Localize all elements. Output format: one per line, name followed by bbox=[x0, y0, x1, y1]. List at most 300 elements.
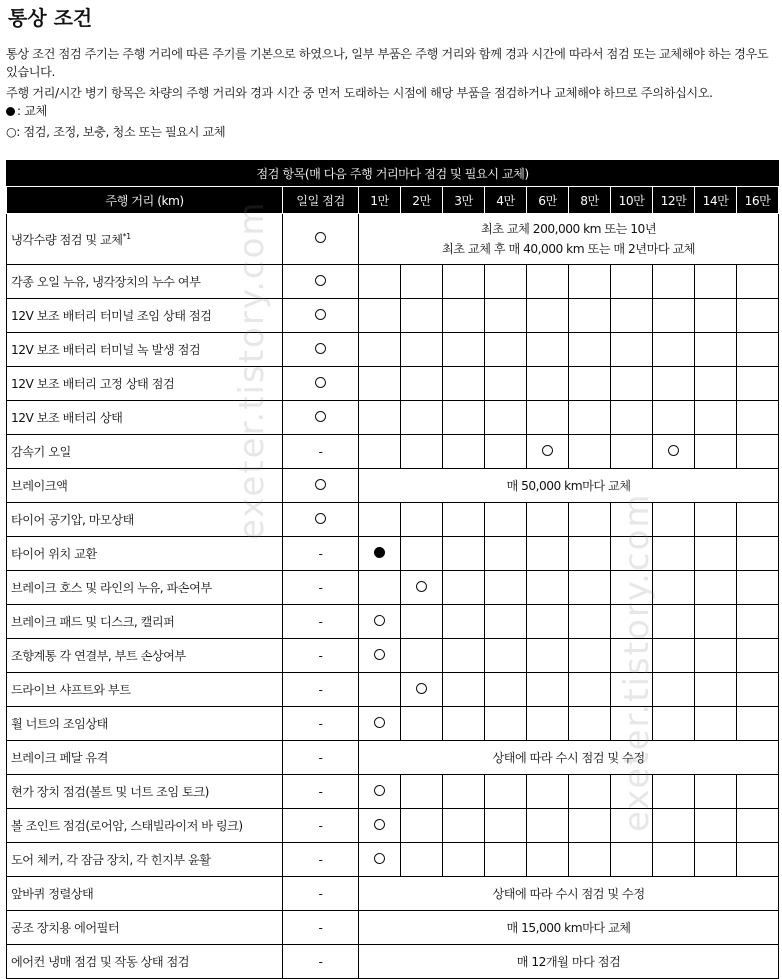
interval-cell bbox=[527, 707, 569, 741]
daily-check-cell: - bbox=[283, 537, 359, 571]
inspect-ring-icon bbox=[315, 377, 326, 388]
table-row bbox=[7, 469, 779, 503]
daily-check-cell: - bbox=[283, 571, 359, 605]
column-header-interval: 3만 bbox=[443, 187, 485, 214]
interval-cell bbox=[653, 639, 695, 673]
interval-cell bbox=[485, 673, 527, 707]
table-row bbox=[7, 214, 779, 265]
interval-cell bbox=[569, 435, 611, 469]
legend-replace bbox=[6, 103, 778, 121]
interval-cell bbox=[401, 707, 443, 741]
inspect-ring-icon bbox=[416, 581, 427, 592]
interval-cell bbox=[611, 537, 653, 571]
interval-cell bbox=[401, 299, 443, 333]
interval-cell bbox=[527, 401, 569, 435]
item-name bbox=[7, 775, 283, 809]
item-name-text: 조향계통 각 연결부, 부트 손상여부 bbox=[11, 649, 186, 663]
interval-cell bbox=[527, 775, 569, 809]
item-name-text: 각종 오일 누유, 냉각장치의 누수 여부 bbox=[11, 275, 201, 289]
item-name bbox=[7, 877, 283, 911]
interval-cell bbox=[527, 537, 569, 571]
item-name bbox=[7, 214, 283, 265]
interval-cell bbox=[611, 673, 653, 707]
interval-cell bbox=[611, 571, 653, 605]
interval-cell bbox=[653, 435, 695, 469]
daily-check-cell: - bbox=[283, 741, 359, 775]
interval-cell bbox=[695, 435, 737, 469]
interval-cell bbox=[569, 843, 611, 877]
item-name bbox=[7, 537, 283, 571]
interval-cell bbox=[611, 707, 653, 741]
interval-cell bbox=[737, 707, 779, 741]
interval-cell bbox=[485, 775, 527, 809]
interval-cell bbox=[527, 299, 569, 333]
item-name bbox=[7, 707, 283, 741]
watermark: exeter.tistory.com bbox=[617, 492, 657, 832]
interval-cell bbox=[359, 537, 401, 571]
item-name bbox=[7, 571, 283, 605]
interval-cell bbox=[611, 265, 653, 299]
maintenance-table bbox=[6, 160, 779, 979]
interval-cell bbox=[485, 537, 527, 571]
interval-cell bbox=[359, 571, 401, 605]
table-row bbox=[7, 367, 779, 401]
interval-cell bbox=[737, 843, 779, 877]
item-name-text: 휠 너트의 조임상태 bbox=[11, 717, 108, 731]
column-header-interval: 12만 bbox=[653, 187, 695, 214]
daily-check-cell: - bbox=[283, 707, 359, 741]
table-row bbox=[7, 401, 779, 435]
column-header-interval: 10만 bbox=[611, 187, 653, 214]
daily-check-cell bbox=[283, 469, 359, 503]
interval-cell bbox=[695, 503, 737, 537]
interval-cell bbox=[695, 809, 737, 843]
interval-cell bbox=[485, 571, 527, 605]
table-row bbox=[7, 639, 779, 673]
interval-note-text: 상태에 따라 수시 점검 및 수정 bbox=[492, 750, 645, 765]
inspect-ring-icon bbox=[315, 479, 326, 490]
interval-cell bbox=[443, 775, 485, 809]
daily-check-cell: - bbox=[283, 877, 359, 911]
interval-cell bbox=[737, 605, 779, 639]
column-header-interval: 1만 bbox=[359, 187, 401, 214]
interval-cell bbox=[401, 605, 443, 639]
interval-cell bbox=[485, 333, 527, 367]
interval-cell bbox=[485, 435, 527, 469]
daily-check-cell bbox=[283, 333, 359, 367]
interval-cell bbox=[443, 639, 485, 673]
inspect-ring-icon bbox=[374, 853, 385, 864]
item-name-text: 브레이크 페달 유격 bbox=[11, 751, 108, 765]
interval-note-text: 최초 교체 후 매 40,000 km 또는 매 2년마다 교체 bbox=[442, 242, 696, 256]
interval-cell bbox=[695, 605, 737, 639]
watermark: exeter.tistory.com bbox=[232, 200, 272, 540]
interval-cell bbox=[695, 265, 737, 299]
interval-cell bbox=[611, 401, 653, 435]
interval-cell bbox=[443, 707, 485, 741]
interval-cell bbox=[443, 843, 485, 877]
interval-cell bbox=[527, 809, 569, 843]
interval-cell bbox=[653, 265, 695, 299]
interval-cell bbox=[569, 707, 611, 741]
interval-cell bbox=[569, 673, 611, 707]
interval-cell bbox=[569, 571, 611, 605]
item-name-text: 12V 보조 배터리 터미널 녹 발생 점검 bbox=[11, 343, 201, 357]
interval-cell bbox=[737, 673, 779, 707]
interval-cell bbox=[527, 333, 569, 367]
interval-cell bbox=[485, 707, 527, 741]
table-row bbox=[7, 605, 779, 639]
interval-cell bbox=[653, 809, 695, 843]
inspect-ring-icon bbox=[315, 513, 326, 524]
table-row bbox=[7, 435, 779, 469]
interval-cell bbox=[569, 775, 611, 809]
interval-cell bbox=[527, 571, 569, 605]
inspect-ring-icon bbox=[668, 445, 679, 456]
interval-cell bbox=[401, 639, 443, 673]
interval-note-text: 상태에 따라 수시 점검 및 수정 bbox=[492, 886, 645, 901]
interval-cell bbox=[653, 537, 695, 571]
replace-dot-icon bbox=[374, 547, 385, 558]
interval-cell bbox=[737, 537, 779, 571]
interval-cell bbox=[569, 367, 611, 401]
table-row bbox=[7, 265, 779, 299]
interval-cell bbox=[401, 367, 443, 401]
inspect-ring-icon bbox=[315, 232, 326, 243]
interval-cell bbox=[485, 605, 527, 639]
interval-cell bbox=[485, 367, 527, 401]
daily-check-cell: - bbox=[283, 843, 359, 877]
interval-cell bbox=[359, 809, 401, 843]
interval-cell bbox=[695, 673, 737, 707]
daily-check-cell: - bbox=[283, 673, 359, 707]
item-name-text: 12V 보조 배터리 터미널 조임 상태 점검 bbox=[11, 309, 212, 323]
interval-cell bbox=[401, 265, 443, 299]
inspect-ring-icon bbox=[374, 717, 385, 728]
table-row bbox=[7, 843, 779, 877]
interval-cell bbox=[401, 503, 443, 537]
interval-cell bbox=[653, 571, 695, 605]
interval-cell bbox=[611, 605, 653, 639]
interval-cell bbox=[527, 265, 569, 299]
daily-check-cell bbox=[283, 214, 359, 265]
interval-cell bbox=[443, 435, 485, 469]
column-header-interval: 2만 bbox=[401, 187, 443, 214]
interval-cell bbox=[737, 639, 779, 673]
interval-cell bbox=[359, 401, 401, 435]
legend-inspect: ○: 점검, 조정, 보충, 청소 또는 필요시 교체 bbox=[6, 125, 226, 139]
interval-cell bbox=[611, 367, 653, 401]
interval-cell bbox=[653, 843, 695, 877]
interval-cell bbox=[569, 401, 611, 435]
interval-note-cell bbox=[359, 469, 779, 503]
interval-cell bbox=[527, 673, 569, 707]
item-name-text: 타이어 위치 교환 bbox=[11, 547, 97, 561]
item-name-text: 현가 장치 점검(볼트 및 너트 조임 토크) bbox=[11, 785, 209, 799]
column-header-item: 주행 거리 (km) bbox=[7, 187, 283, 214]
item-name bbox=[7, 401, 283, 435]
item-name-text: 에어컨 냉매 점검 및 작동 상태 점검 bbox=[11, 955, 190, 969]
item-name-text: 브레이크 패드 및 디스크, 캘리퍼 bbox=[11, 615, 175, 629]
interval-cell bbox=[737, 299, 779, 333]
filled-circle-icon bbox=[6, 107, 15, 116]
interval-note-text: 매 50,000 km마다 교체 bbox=[506, 478, 631, 493]
inspect-ring-icon bbox=[315, 309, 326, 320]
interval-cell bbox=[611, 639, 653, 673]
item-name bbox=[7, 435, 283, 469]
table-row bbox=[7, 945, 779, 979]
interval-cell bbox=[485, 639, 527, 673]
item-name bbox=[7, 911, 283, 945]
interval-cell bbox=[527, 435, 569, 469]
interval-note-text: 매 12개월 마다 점검 bbox=[516, 954, 621, 969]
table-group-header: 점검 항목(매 다음 주행 거리마다 점검 및 필요시 교체) bbox=[7, 161, 779, 187]
inspect-ring-icon bbox=[315, 411, 326, 422]
interval-cell bbox=[611, 809, 653, 843]
item-name-text: 냉각수량 점검 및 교체 bbox=[11, 232, 123, 247]
item-name-text: 앞바퀴 정렬상태 bbox=[11, 887, 94, 901]
table-row bbox=[7, 333, 779, 367]
interval-note-text: 매 15,000 km마다 교체 bbox=[506, 920, 631, 935]
interval-cell bbox=[737, 571, 779, 605]
daily-check-cell: - bbox=[283, 435, 359, 469]
item-name bbox=[7, 503, 283, 537]
item-name bbox=[7, 945, 283, 979]
table-row bbox=[7, 877, 779, 911]
interval-cell bbox=[443, 571, 485, 605]
table-row bbox=[7, 673, 779, 707]
daily-check-cell: - bbox=[283, 605, 359, 639]
interval-cell bbox=[443, 809, 485, 843]
interval-cell bbox=[611, 843, 653, 877]
interval-cell bbox=[359, 673, 401, 707]
interval-cell bbox=[485, 299, 527, 333]
interval-cell bbox=[569, 333, 611, 367]
inspect-ring-icon bbox=[374, 615, 385, 626]
daily-check-cell bbox=[283, 401, 359, 435]
interval-cell bbox=[485, 809, 527, 843]
interval-cell bbox=[401, 775, 443, 809]
item-name-text: 12V 보조 배터리 고정 상태 점검 bbox=[11, 377, 175, 391]
interval-cell bbox=[653, 333, 695, 367]
interval-cell bbox=[653, 367, 695, 401]
interval-cell bbox=[611, 503, 653, 537]
table-row bbox=[7, 707, 779, 741]
interval-cell bbox=[653, 503, 695, 537]
interval-cell bbox=[695, 639, 737, 673]
interval-cell bbox=[527, 503, 569, 537]
interval-cell bbox=[611, 299, 653, 333]
interval-cell bbox=[443, 401, 485, 435]
interval-cell bbox=[359, 367, 401, 401]
interval-note-cell bbox=[359, 741, 779, 775]
inspect-ring-icon bbox=[315, 275, 326, 286]
daily-check-cell bbox=[283, 265, 359, 299]
interval-cell bbox=[359, 503, 401, 537]
daily-check-cell: - bbox=[283, 775, 359, 809]
interval-cell bbox=[737, 367, 779, 401]
interval-note-text: 최초 교체 200,000 km 또는 10년 bbox=[480, 222, 657, 236]
interval-cell bbox=[569, 265, 611, 299]
item-name bbox=[7, 469, 283, 503]
table-row bbox=[7, 299, 779, 333]
intro-paragraph-2: 주행 거리/시간 병기 항목은 차량의 주행 거리와 경과 시간 중 먼저 도래하는 시점에 해당 부품을 점검하거나 교체해야 하므로 주의하십시오. bbox=[6, 86, 713, 100]
interval-cell bbox=[527, 605, 569, 639]
interval-cell bbox=[401, 401, 443, 435]
table-row bbox=[7, 537, 779, 571]
interval-cell bbox=[401, 571, 443, 605]
interval-cell bbox=[359, 639, 401, 673]
inspect-ring-icon bbox=[315, 343, 326, 354]
interval-cell bbox=[569, 809, 611, 843]
daily-check-cell: - bbox=[283, 639, 359, 673]
item-name-text: 볼 조인트 점검(로어암, 스태빌라이저 바 링크) bbox=[11, 819, 243, 833]
daily-check-cell: - bbox=[283, 809, 359, 843]
interval-cell bbox=[485, 265, 527, 299]
interval-cell bbox=[695, 333, 737, 367]
interval-cell bbox=[359, 605, 401, 639]
legend-replace-label: : 교체 bbox=[17, 103, 47, 118]
interval-cell bbox=[695, 537, 737, 571]
interval-cell bbox=[401, 809, 443, 843]
interval-cell bbox=[359, 435, 401, 469]
interval-cell bbox=[611, 775, 653, 809]
interval-cell bbox=[401, 333, 443, 367]
interval-cell bbox=[695, 843, 737, 877]
interval-cell bbox=[359, 333, 401, 367]
column-header-interval: 16만 bbox=[737, 187, 779, 214]
item-name bbox=[7, 333, 283, 367]
interval-cell bbox=[443, 265, 485, 299]
interval-cell bbox=[737, 333, 779, 367]
interval-cell bbox=[443, 299, 485, 333]
inspect-ring-icon bbox=[542, 445, 553, 456]
item-name bbox=[7, 367, 283, 401]
interval-cell bbox=[569, 299, 611, 333]
item-name bbox=[7, 673, 283, 707]
table-row bbox=[7, 503, 779, 537]
item-name-text: 감속기 오일 bbox=[11, 445, 71, 459]
interval-note-cell bbox=[359, 877, 779, 911]
interval-cell bbox=[527, 639, 569, 673]
interval-cell bbox=[737, 401, 779, 435]
table-row bbox=[7, 809, 779, 843]
item-name bbox=[7, 639, 283, 673]
table-row bbox=[7, 571, 779, 605]
interval-cell bbox=[737, 503, 779, 537]
item-name bbox=[7, 809, 283, 843]
interval-cell bbox=[527, 367, 569, 401]
interval-cell bbox=[443, 367, 485, 401]
column-header-interval: 8만 bbox=[569, 187, 611, 214]
interval-cell bbox=[611, 435, 653, 469]
table-row bbox=[7, 741, 779, 775]
inspect-ring-icon bbox=[374, 649, 385, 660]
interval-cell bbox=[485, 503, 527, 537]
interval-cell bbox=[443, 333, 485, 367]
interval-cell bbox=[401, 537, 443, 571]
interval-cell bbox=[653, 707, 695, 741]
table-row bbox=[7, 775, 779, 809]
interval-cell bbox=[569, 503, 611, 537]
interval-cell bbox=[401, 435, 443, 469]
interval-cell bbox=[695, 367, 737, 401]
interval-cell bbox=[569, 639, 611, 673]
interval-cell bbox=[611, 333, 653, 367]
interval-cell bbox=[695, 571, 737, 605]
item-name-text: 브레이크액 bbox=[11, 479, 68, 493]
intro-text bbox=[6, 46, 778, 142]
daily-check-cell bbox=[283, 299, 359, 333]
item-name bbox=[7, 605, 283, 639]
interval-cell bbox=[359, 299, 401, 333]
interval-note-cell bbox=[359, 911, 779, 945]
interval-cell bbox=[443, 605, 485, 639]
table-row bbox=[7, 911, 779, 945]
interval-cell bbox=[443, 673, 485, 707]
daily-check-cell: - bbox=[283, 911, 359, 945]
item-name-text: 타이어 공기압, 마모상태 bbox=[11, 513, 134, 527]
item-name-text: 브레이크 호스 및 라인의 누유, 파손여부 bbox=[11, 581, 212, 595]
inspect-ring-icon bbox=[416, 683, 427, 694]
interval-cell bbox=[695, 299, 737, 333]
column-header-interval: 4만 bbox=[485, 187, 527, 214]
interval-cell bbox=[359, 843, 401, 877]
interval-cell bbox=[653, 775, 695, 809]
item-name-text: 12V 보조 배터리 상태 bbox=[11, 411, 123, 425]
item-name bbox=[7, 265, 283, 299]
interval-cell bbox=[653, 299, 695, 333]
item-name-text: 드라이브 샤프트와 부트 bbox=[11, 683, 131, 697]
intro-paragraph-1: 통상 조건 점검 주기는 주행 거리에 따른 주기를 기본으로 하였으나, 일부 부품은 주행 거리와 함께 경과 시간에 따라서 점검 또는 교체해야 하는 경우도 있습니다. bbox=[6, 47, 769, 79]
column-header-interval: 6만 bbox=[527, 187, 569, 214]
daily-check-cell: - bbox=[283, 945, 359, 979]
interval-cell bbox=[737, 809, 779, 843]
interval-cell bbox=[485, 843, 527, 877]
interval-note-cell bbox=[359, 945, 779, 979]
item-name bbox=[7, 299, 283, 333]
footnote-marker: *1 bbox=[122, 231, 131, 241]
inspect-ring-icon bbox=[374, 819, 385, 830]
item-name-text: 공조 장치용 에어필터 bbox=[11, 921, 120, 935]
interval-cell bbox=[695, 707, 737, 741]
interval-cell bbox=[569, 605, 611, 639]
interval-cell bbox=[737, 435, 779, 469]
interval-note-cell bbox=[359, 214, 779, 265]
daily-check-cell bbox=[283, 367, 359, 401]
interval-cell bbox=[737, 265, 779, 299]
inspect-ring-icon bbox=[374, 785, 385, 796]
interval-cell bbox=[359, 707, 401, 741]
interval-cell bbox=[695, 401, 737, 435]
interval-cell bbox=[443, 503, 485, 537]
column-header-daily: 일일 점검 bbox=[283, 187, 359, 214]
interval-cell bbox=[401, 673, 443, 707]
interval-cell bbox=[359, 775, 401, 809]
item-name bbox=[7, 843, 283, 877]
interval-cell bbox=[737, 775, 779, 809]
interval-cell bbox=[359, 265, 401, 299]
interval-cell bbox=[401, 843, 443, 877]
column-header-interval: 14만 bbox=[695, 187, 737, 214]
interval-cell bbox=[695, 775, 737, 809]
interval-cell bbox=[653, 673, 695, 707]
interval-cell bbox=[653, 401, 695, 435]
item-name-text: 도어 체커, 각 잠금 장치, 각 힌지부 윤활 bbox=[11, 853, 211, 867]
daily-check-cell bbox=[283, 503, 359, 537]
interval-cell bbox=[527, 843, 569, 877]
interval-cell bbox=[653, 605, 695, 639]
